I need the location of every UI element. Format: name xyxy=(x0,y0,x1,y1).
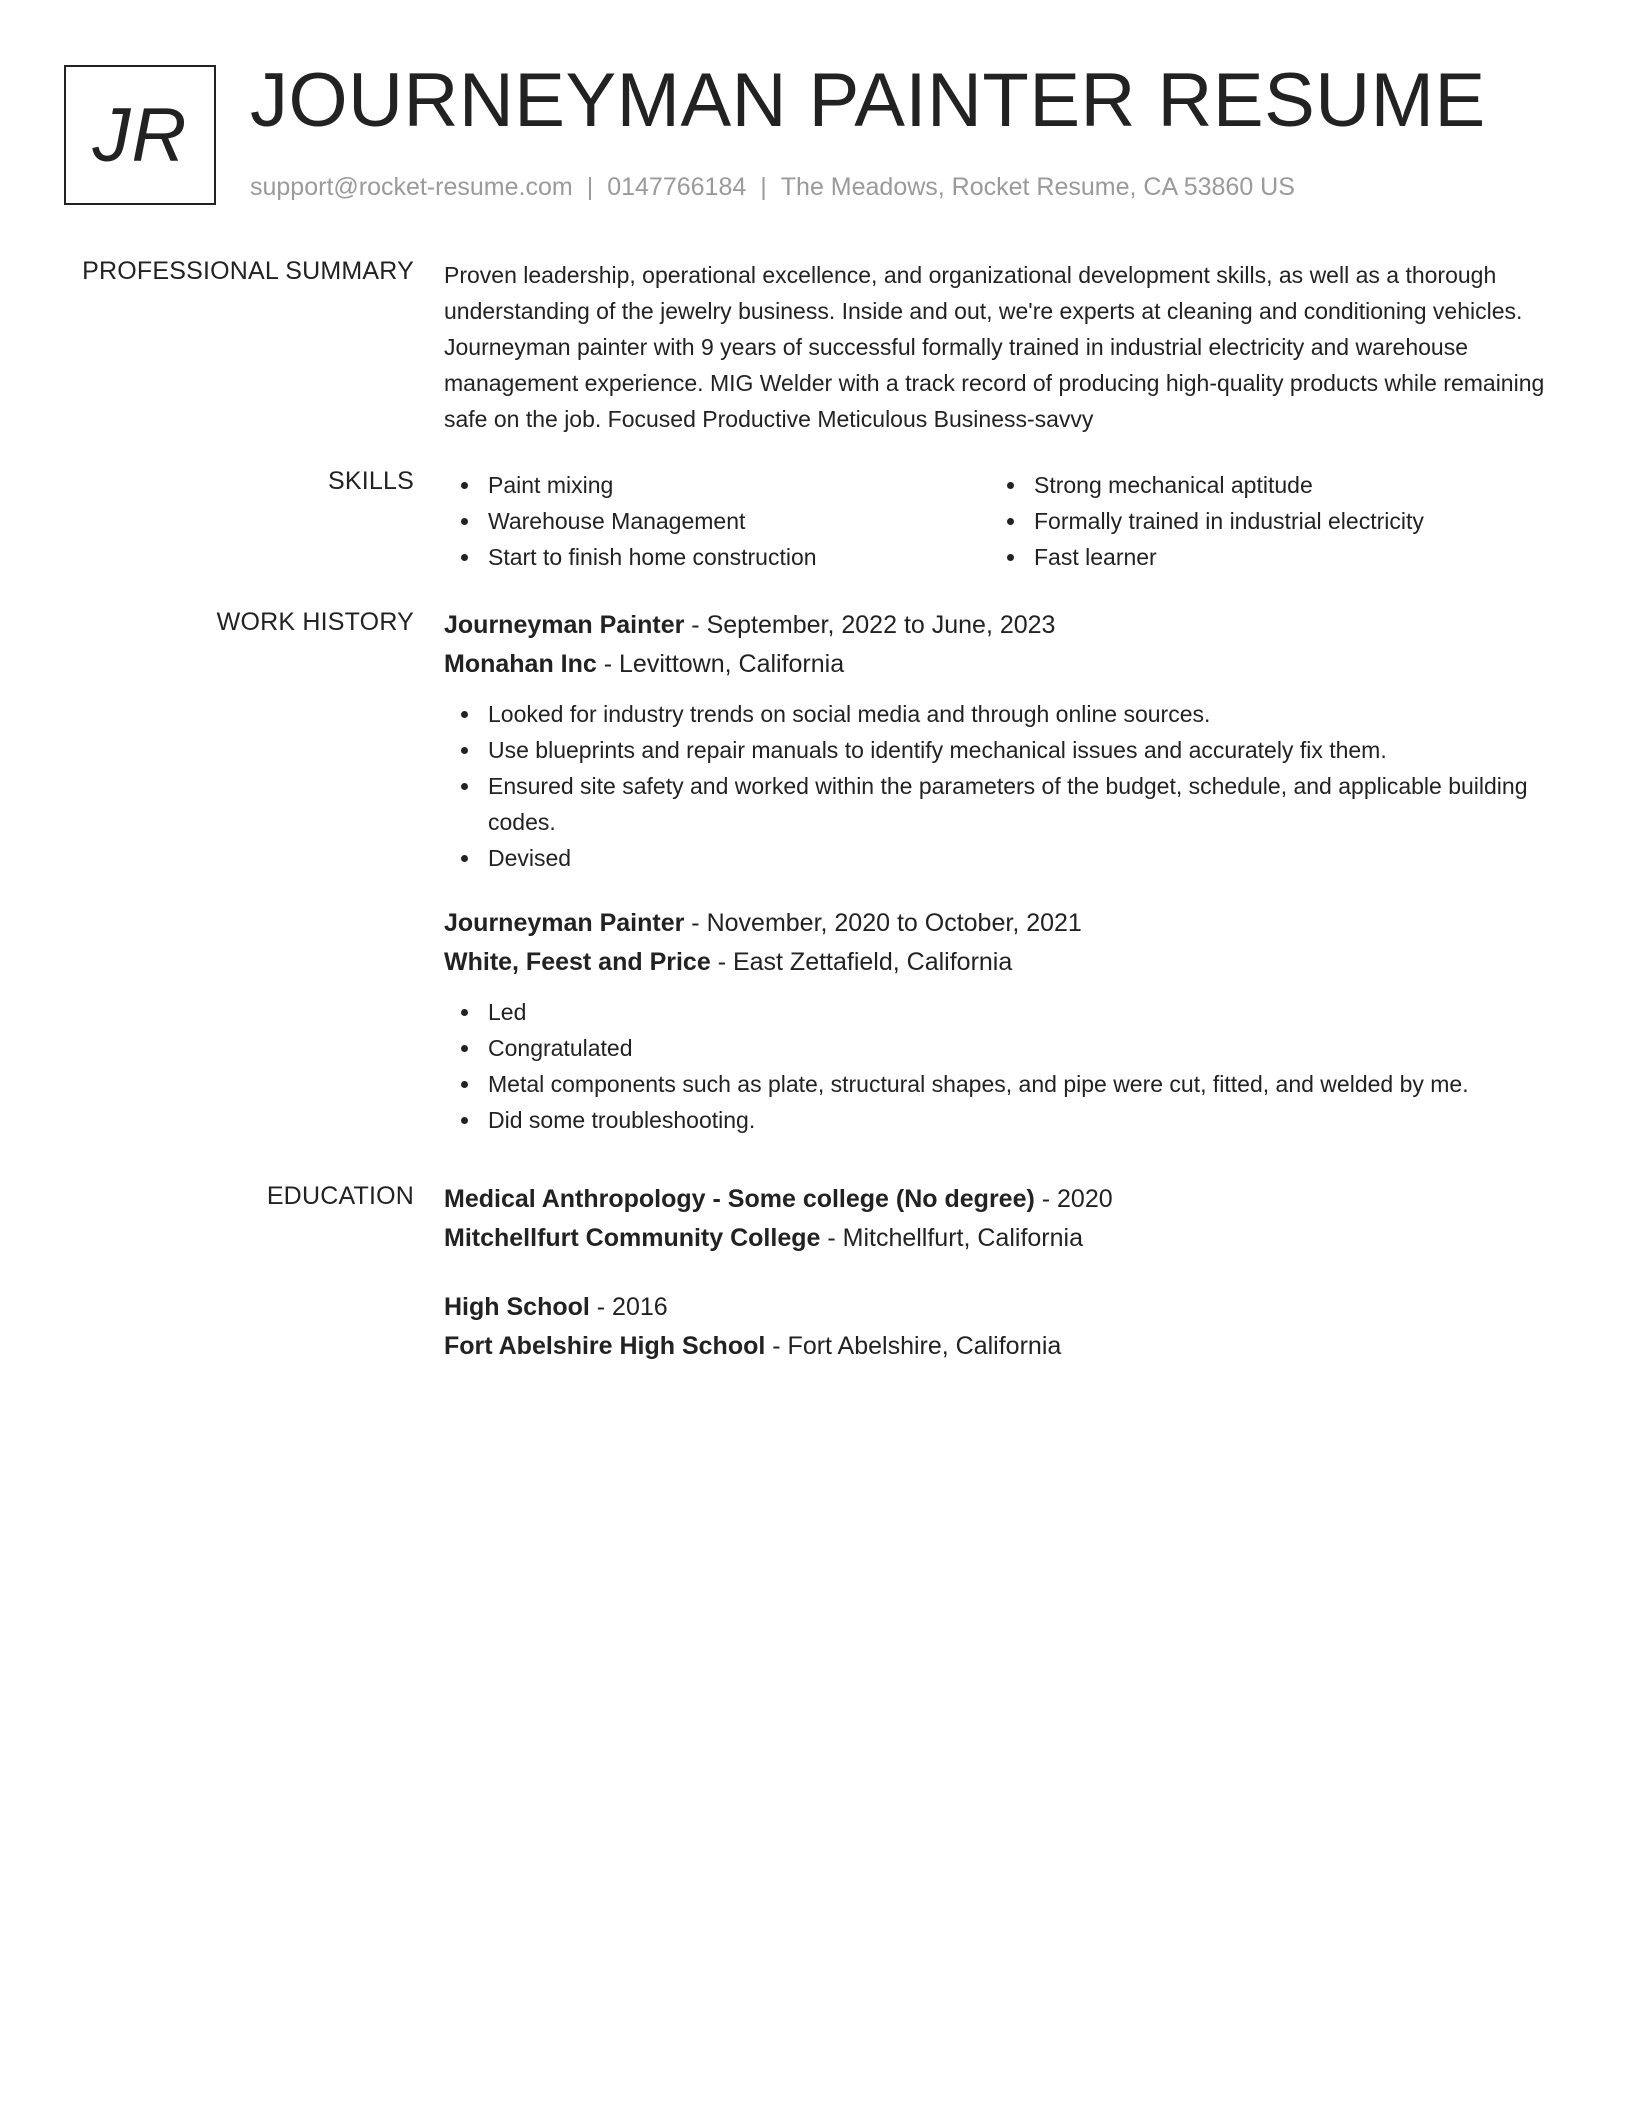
job-company-line xyxy=(444,943,1568,982)
job-bullets xyxy=(444,696,1568,876)
job-location: - Levittown, California xyxy=(596,650,845,678)
contact-separator: | xyxy=(586,173,594,201)
education-school-line xyxy=(444,1327,1568,1366)
job-bullet: Did some troubleshooting. xyxy=(444,1102,1568,1138)
skill-item: Strong mechanical aptitude xyxy=(990,467,1568,503)
job-bullet: Ensured site safety and worked within the parameters of the budget, schedule, and applicable building codes. xyxy=(444,768,1568,840)
skills-heading: SKILLS xyxy=(328,467,414,495)
education-school-line xyxy=(444,1219,1568,1258)
contact-separator: | xyxy=(760,173,767,201)
job-bullet: Congratulated xyxy=(444,1030,1568,1066)
contact-line xyxy=(250,173,1295,202)
education-school: Fort Abelshire High School xyxy=(444,1332,766,1360)
education-entry xyxy=(444,1180,1568,1258)
work-history-heading: WORK HISTORY xyxy=(216,608,414,636)
skill-item: Warehouse Management xyxy=(444,503,990,539)
contact-email[interactable]: support@rocket-resume.com xyxy=(250,173,573,201)
job-title: Journeyman Painter xyxy=(444,909,685,937)
resume-header xyxy=(64,58,1568,210)
job-title-line xyxy=(444,606,1568,645)
monogram-logo: JR xyxy=(64,65,216,205)
job-bullet: Metal components such as plate, structural shapes, and pipe were cut, fitted, and welded by me. xyxy=(444,1066,1568,1102)
education-location: - Fort Abelshire, California xyxy=(765,1332,1062,1360)
contact-address: The Meadows, Rocket Resume, CA 53860 US xyxy=(780,173,1295,201)
education-year: - 2020 xyxy=(1034,1185,1113,1213)
education-heading: EDUCATION xyxy=(266,1182,414,1210)
summary-heading: PROFESSIONAL SUMMARY xyxy=(82,257,414,285)
job-location: - East Zettafield, California xyxy=(710,948,1013,976)
skill-item: Fast learner xyxy=(990,539,1568,575)
job-dates: - September, 2022 to June, 2023 xyxy=(684,611,1056,639)
job-bullet: Looked for industry trends on social media and through online sources. xyxy=(444,696,1568,732)
job-entry xyxy=(444,904,1568,1138)
education-location: - Mitchellfurt, California xyxy=(820,1224,1083,1252)
job-company: Monahan Inc xyxy=(444,650,597,678)
education-degree: High School xyxy=(444,1293,590,1321)
job-bullet: Led xyxy=(444,994,1568,1030)
job-title-line xyxy=(444,904,1568,943)
job-company: White, Feest and Price xyxy=(444,948,711,976)
job-entry xyxy=(444,606,1568,876)
skill-item: Start to finish home construction xyxy=(444,539,990,575)
job-company-line xyxy=(444,645,1568,684)
contact-phone[interactable]: 0147766184 xyxy=(607,173,747,201)
education-school: Mitchellfurt Community College xyxy=(444,1224,821,1252)
job-bullet: Use blueprints and repair manuals to identify mechanical issues and accurately fix them. xyxy=(444,732,1568,768)
education-entry xyxy=(444,1288,1568,1366)
skills-grid xyxy=(444,467,1568,575)
skill-item: Formally trained in industrial electricity xyxy=(990,503,1568,539)
education-degree: Medical Anthropology - Some college (No degree) xyxy=(444,1185,1035,1213)
job-dates: - November, 2020 to October, 2021 xyxy=(684,909,1082,937)
education-degree-line xyxy=(444,1288,1568,1327)
job-title: Journeyman Painter xyxy=(444,611,685,639)
skills-list-left xyxy=(444,467,990,575)
job-bullet: Devised xyxy=(444,840,1568,876)
job-bullets xyxy=(444,994,1568,1138)
education-degree-line xyxy=(444,1180,1568,1219)
resume-title: JOURNEYMAN PAINTER RESUME xyxy=(250,58,1486,143)
summary-text: Proven leadership, operational excellence, and organizational development skills, as well as a thorough understanding of the jewelry business. Inside and out, we're experts at cleaning and conditioning vehicles. Journeyman painter with 9 years of successful formally trained in industrial electricity and warehouse management experience. MIG Welder with a track record of producing high-quality products while remaining safe on the job. Focused Productive Meticulous Business-savvy xyxy=(444,262,1545,432)
skills-list-right xyxy=(990,467,1568,575)
skill-item: Paint mixing xyxy=(444,467,990,503)
education-year: - 2016 xyxy=(589,1293,668,1321)
